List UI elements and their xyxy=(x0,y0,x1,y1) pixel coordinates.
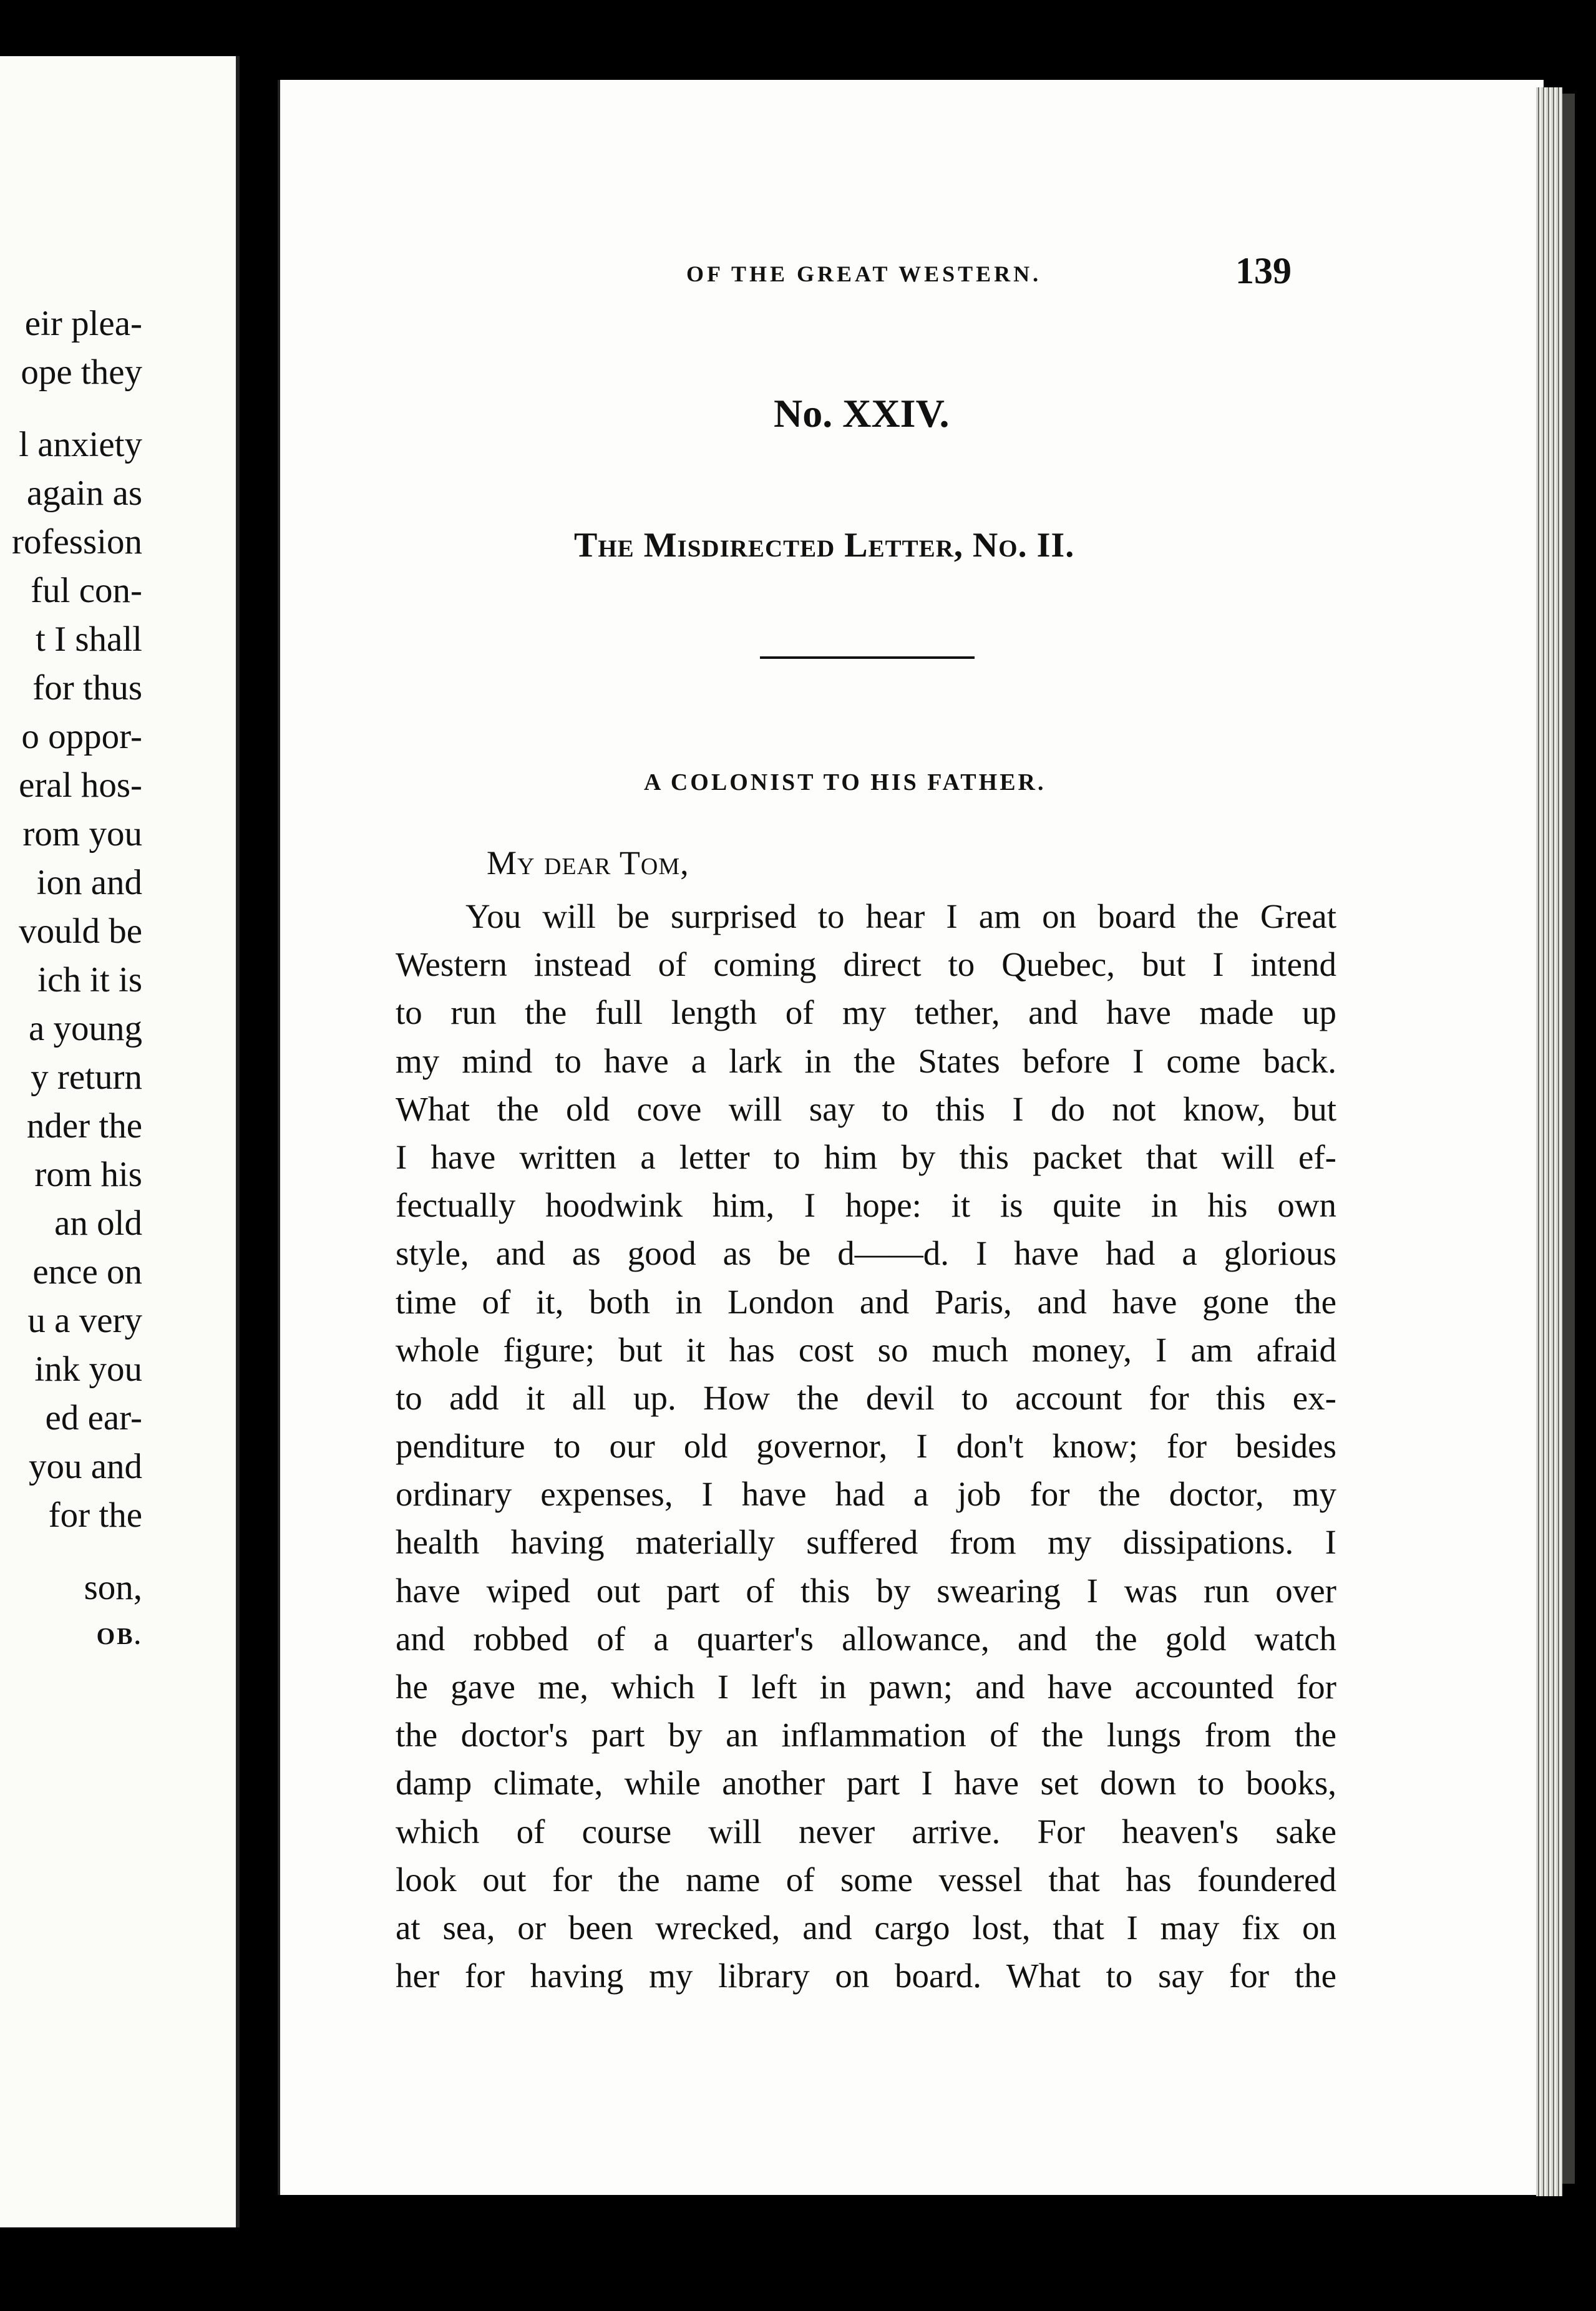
left-line: u a very xyxy=(27,1301,142,1340)
left-line: you and xyxy=(28,1447,142,1486)
left-line: nder the xyxy=(26,1106,142,1146)
left-line: for thus xyxy=(32,668,142,708)
left-line: ope they xyxy=(21,353,142,392)
left-line: ich it is xyxy=(37,960,142,1000)
left-line: o oppor- xyxy=(21,717,142,756)
body-line: You will be surprised to hear I am on board the Great xyxy=(465,897,1336,935)
letter-body xyxy=(396,892,1336,2000)
body-line: look out for the name of some vessel that has foundered xyxy=(396,1860,1336,1899)
left-line: ful con- xyxy=(31,571,142,610)
left-line: y return xyxy=(31,1058,142,1097)
body-line: health having materially suffered from my dissipations. I xyxy=(396,1523,1336,1562)
left-line xyxy=(2,1540,142,1564)
body-line: damp climate, while another part I have set down to books, xyxy=(396,1764,1336,1803)
body-line: whole figure; but it has cost so much money, I am afraid xyxy=(396,1330,1336,1369)
body-line: What the old cove will say to this I do not know, but xyxy=(396,1089,1336,1128)
left-line: l anxiety xyxy=(19,425,142,464)
left-line: t I shall xyxy=(36,620,142,659)
body-line: my mind to have a lark in the States before I come back. xyxy=(396,1041,1336,1080)
body-line: he gave me, which I left in pawn; and have accounted for xyxy=(396,1668,1336,1706)
body-line: at sea, or been wrecked, and cargo lost, that I may fix on xyxy=(396,1908,1336,1947)
left-line: an old xyxy=(54,1204,142,1243)
body-line: penditure to our old governor, I don't know; for besides xyxy=(396,1427,1336,1466)
body-line: style, and as good as be d——d. I have had a glorious xyxy=(396,1234,1336,1273)
body-line: which of course will never arrive. For heaven's sake xyxy=(396,1812,1336,1851)
page-number: 139 xyxy=(1235,250,1292,291)
letter-heading: A COLONIST TO HIS FATHER. xyxy=(644,769,1046,795)
body-line: the doctor's part by an inflammation of the lungs from the xyxy=(396,1716,1336,1754)
left-line: a young xyxy=(28,1009,142,1048)
left-line: ion and xyxy=(36,863,142,902)
salutation: My dear Tom, xyxy=(487,844,689,882)
left-line: rom his xyxy=(34,1155,142,1194)
left-line: eral hos- xyxy=(19,766,142,805)
left-line: rofession xyxy=(12,522,142,562)
left-line xyxy=(2,397,142,421)
left-line: rom you xyxy=(22,814,142,854)
left-line: OB. xyxy=(96,1623,142,1650)
body-line: to run the full length of my tether, and have made up xyxy=(396,993,1336,1032)
left-line: for the xyxy=(48,1496,142,1535)
left-line: ed ear- xyxy=(45,1398,142,1438)
body-line: and robbed of a quarter's allowance, and the gold watch xyxy=(396,1619,1336,1658)
body-line: to add it all up. How the devil to account for this ex- xyxy=(396,1378,1336,1417)
section-title: The Misdirected Letter, No. II. xyxy=(574,526,1075,565)
body-line: I have written a letter to him by this packet that will ef- xyxy=(396,1137,1336,1176)
title-rule xyxy=(760,656,975,659)
left-line: eir plea- xyxy=(24,304,142,343)
left-page-text xyxy=(2,299,142,1661)
page-edge-shadow xyxy=(1562,94,1575,2184)
body-line: ordinary expenses, I have had a job for the doctor, my xyxy=(396,1475,1336,1514)
running-head: OF THE GREAT WESTERN. xyxy=(686,261,1042,286)
section-number: No. XXIV. xyxy=(774,391,950,435)
left-line: ink you xyxy=(34,1350,142,1389)
left-line: ence on xyxy=(32,1252,142,1292)
left-line: son, xyxy=(84,1568,142,1607)
body-line: time of it, both in London and Paris, and have gone the xyxy=(396,1282,1336,1321)
left-page xyxy=(0,56,240,2227)
body-line: Western instead of coming direct to Quebec, but I intend xyxy=(396,945,1336,984)
page-edge xyxy=(1536,87,1562,2196)
body-line: her for having my library on board. What to say for the xyxy=(396,1957,1336,1995)
left-line: vould be xyxy=(19,912,142,951)
left-line: again as xyxy=(26,474,142,513)
body-line: fectually hoodwink him, I hope: it is quite in his own xyxy=(396,1186,1336,1225)
body-line: have wiped out part of this by swearing I was run over xyxy=(396,1571,1336,1610)
